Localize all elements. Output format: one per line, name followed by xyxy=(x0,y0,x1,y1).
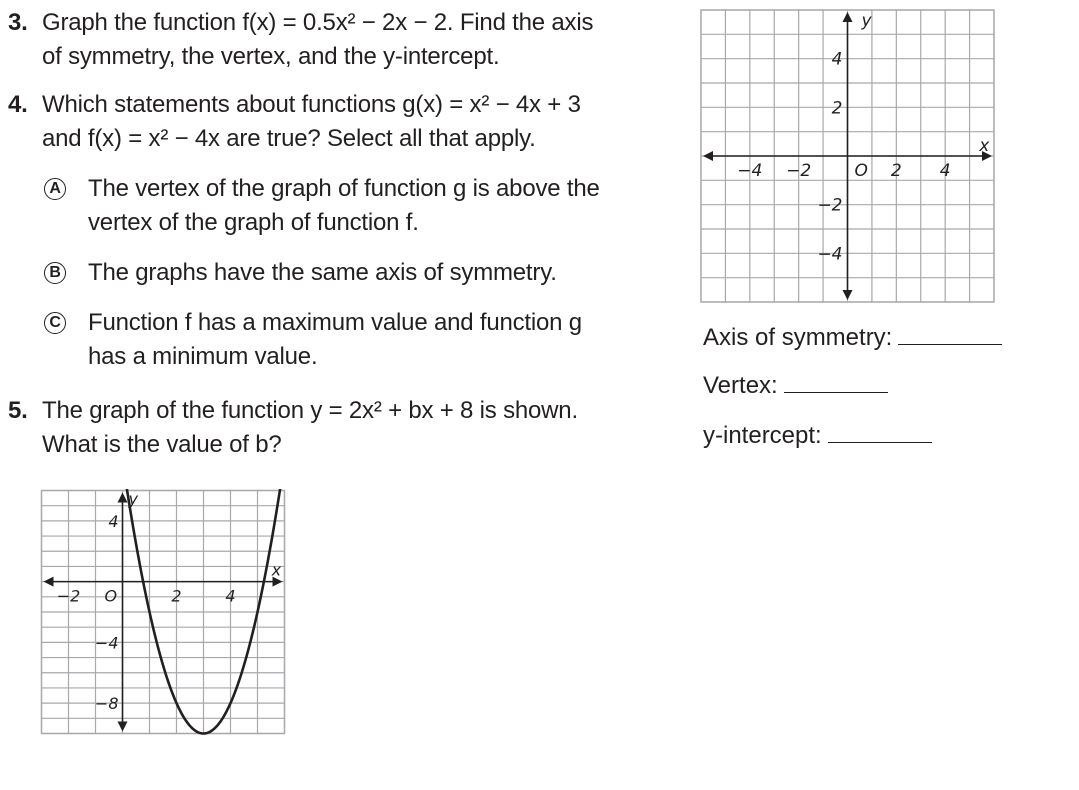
question-text-line: Graph the function f(x) = 0.5x² − 2x − 2. Find the axis xyxy=(42,9,594,36)
option-line: The graphs have the same axis of symmetry. xyxy=(88,259,557,286)
x-axis-arrow xyxy=(44,577,54,587)
y-tick-label: −4 xyxy=(94,633,119,653)
coordinate-grid-q3[interactable] xyxy=(700,9,995,303)
x-tick-label: 2 xyxy=(171,586,182,606)
x-tick-label: −2 xyxy=(56,586,81,606)
option-letter: C xyxy=(44,312,66,334)
answer-blank[interactable] xyxy=(828,441,932,443)
y-tick-label: −8 xyxy=(94,694,119,714)
y-tick-label: 4 xyxy=(831,49,843,70)
question-number: 4. xyxy=(8,91,28,118)
parabola-graph-q5 xyxy=(40,489,286,735)
y-axis-label: y xyxy=(128,489,138,509)
option-letter: B xyxy=(44,262,66,284)
question-text-line: and f(x) = x² − 4x are true? Select all that apply. xyxy=(42,125,536,152)
x-axis-arrow xyxy=(703,151,713,161)
option-line: vertex of the graph of function f. xyxy=(88,209,419,236)
x-tick-label: −2 xyxy=(786,161,812,181)
axes xyxy=(703,12,992,300)
y-intercept-label: y-intercept: xyxy=(703,422,822,449)
option-line: has a minimum value. xyxy=(88,343,318,370)
question-text-line: The graph of the function y = 2x² + bx + 8 is shown. xyxy=(42,397,578,424)
axis-label: Axis of symmetry: xyxy=(703,324,893,351)
origin-label: O xyxy=(104,586,118,606)
y-axis-arrow xyxy=(118,722,128,732)
y-axis-arrow xyxy=(843,290,853,300)
question-text-line: Which statements about functions g(x) = x² − 4x + 3 xyxy=(42,91,581,118)
x-tick-label: 4 xyxy=(225,586,236,606)
option-letter: A xyxy=(44,178,66,200)
tick-labels xyxy=(57,490,282,714)
y-tick-label: −2 xyxy=(817,195,843,216)
question-number: 5. xyxy=(8,397,28,424)
grid-lines xyxy=(42,491,285,734)
y-axis-label: y xyxy=(861,11,872,31)
option-text xyxy=(88,306,582,374)
vertex-answer[interactable] xyxy=(703,370,888,402)
x-tick-label: −4 xyxy=(737,161,763,181)
x-axis-label: x xyxy=(271,560,282,580)
tick-labels xyxy=(737,11,990,264)
option-text xyxy=(88,256,557,290)
question-5 xyxy=(8,394,688,462)
x-tick-label: 4 xyxy=(939,161,951,181)
vertex-label: Vertex: xyxy=(703,372,778,399)
x-tick-label: 2 xyxy=(890,161,902,181)
y-tick-label: −4 xyxy=(817,244,843,265)
y-tick-label: 4 xyxy=(108,511,119,531)
option-line: The vertex of the graph of function g is above the xyxy=(88,175,600,202)
answer-blank[interactable] xyxy=(898,343,1002,345)
option-text xyxy=(88,172,600,240)
question-number: 3. xyxy=(8,9,28,36)
question-3 xyxy=(8,6,688,74)
option-line: Function f has a maximum value and function g xyxy=(88,309,582,336)
y-axis-arrow xyxy=(843,12,853,22)
x-axis-label: x xyxy=(979,136,990,156)
y-tick-label: 2 xyxy=(831,98,843,119)
curve-group xyxy=(119,489,286,734)
y-axis-arrow xyxy=(118,493,128,503)
answer-blank[interactable] xyxy=(784,391,888,393)
question-text-line: of symmetry, the vertex, and the y-intercept. xyxy=(42,43,500,70)
axis-of-symmetry-answer[interactable] xyxy=(703,322,1002,354)
question-text-line: What is the value of b? xyxy=(42,431,282,458)
question-4 xyxy=(8,88,688,156)
y-intercept-answer[interactable] xyxy=(703,420,932,452)
origin-label: O xyxy=(854,161,868,181)
